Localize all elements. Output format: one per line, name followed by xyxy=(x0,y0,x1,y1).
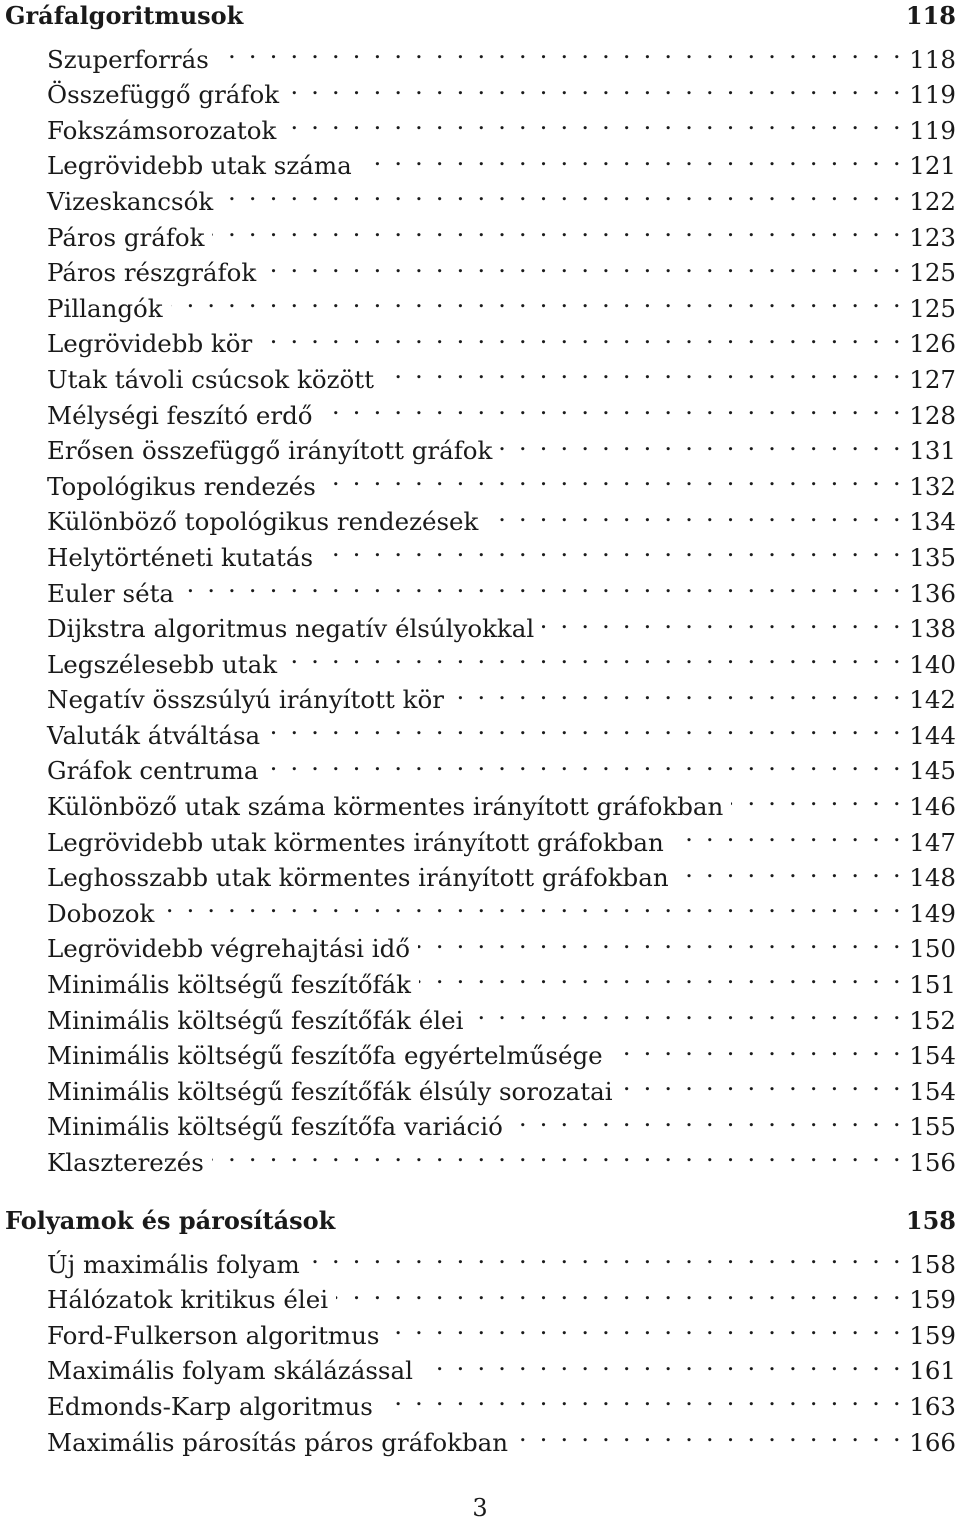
entry-title: Legrövidebb végrehajtási idő xyxy=(47,934,411,964)
entry-title: Összefüggő gráfok xyxy=(47,80,280,110)
entry-title: Fokszámsorozatok xyxy=(47,115,277,145)
entry-title: Legrövidebb utak körmentes irányított gráfokban xyxy=(47,827,664,857)
dot-leader xyxy=(382,352,903,388)
entry-title: Új maximális folyam xyxy=(47,1249,300,1279)
dot-leader xyxy=(419,957,903,993)
entry-title: Helytörténeti kutatás xyxy=(47,542,314,572)
entry-title: Páros gráfok xyxy=(47,222,205,252)
entry-page: 126 xyxy=(909,329,956,359)
entry-title: Különböző topológikus rendezések xyxy=(47,507,479,537)
entry-page: 122 xyxy=(909,186,956,216)
entry-page: 121 xyxy=(909,151,956,181)
entry-title: Mélységi feszító erdő xyxy=(47,400,313,430)
entry-title: Minimális költségű feszítőfa variáció xyxy=(47,1112,503,1142)
entry-title: Legrövidebb kör xyxy=(47,329,253,359)
entry-page: 154 xyxy=(909,1041,956,1071)
dot-leader xyxy=(221,174,903,210)
entry-page: 146 xyxy=(909,792,956,822)
entry-title: Minimális költségű feszítőfa egyértelműsége xyxy=(47,1041,603,1071)
entry-title: Szuperforrás xyxy=(47,44,209,74)
dot-leader xyxy=(421,1344,903,1380)
entry-page: 125 xyxy=(909,293,956,323)
dot-leader xyxy=(217,32,903,68)
entry-page: 134 xyxy=(909,507,956,537)
entry-page: 142 xyxy=(909,685,956,715)
entry-page: 118 xyxy=(909,44,956,74)
entry-title: Maximális párosítás páros gráfokban xyxy=(47,1427,509,1457)
dot-leader xyxy=(336,1273,903,1309)
entry-page: 149 xyxy=(909,898,956,928)
entry-page: 128 xyxy=(909,400,956,430)
entry-page: 159 xyxy=(909,1285,956,1315)
entry-title: Topológikus rendezés xyxy=(47,471,316,501)
entry-page: 131 xyxy=(909,436,956,466)
entry-title: Különböző utak száma körmentes irányított gráfokban xyxy=(47,792,724,822)
entry-title: Hálózatok kritikus élei xyxy=(47,1285,329,1315)
entry-page: 150 xyxy=(909,934,956,964)
dot-leader xyxy=(486,495,903,531)
section-heading[interactable] xyxy=(0,1205,960,1237)
entry-title: Pillangók xyxy=(47,293,163,323)
page-number: 3 xyxy=(472,1494,488,1522)
entry-title: Vizeskancsók xyxy=(47,186,214,216)
dot-leader xyxy=(516,1415,903,1451)
dot-leader xyxy=(321,530,903,566)
entry-page: 147 xyxy=(909,827,956,857)
dot-leader xyxy=(471,993,903,1029)
entry-page: 135 xyxy=(909,542,956,572)
dot-leader xyxy=(260,317,903,353)
entry-page: 119 xyxy=(909,115,956,145)
toc-entry[interactable] xyxy=(0,32,960,74)
dot-leader xyxy=(324,459,903,495)
section-page: 118 xyxy=(905,1,956,30)
section-heading[interactable] xyxy=(0,0,960,32)
dot-leader xyxy=(287,68,903,104)
entry-page: 132 xyxy=(909,471,956,501)
entry-page: 148 xyxy=(909,863,956,893)
entry-page: 125 xyxy=(909,258,956,288)
dot-leader xyxy=(418,922,903,958)
entry-title: Edmonds-Karp algoritmus xyxy=(47,1391,373,1421)
entry-page: 145 xyxy=(909,756,956,786)
toc-entry[interactable] xyxy=(0,1237,960,1279)
dot-leader xyxy=(611,1029,904,1065)
entry-title: Leghosszabb utak körmentes irányított gráfokban xyxy=(47,863,669,893)
entry-title: Maximális folyam skálázással xyxy=(47,1356,413,1386)
entry-page: 166 xyxy=(909,1427,956,1457)
entry-title: Klaszterezés xyxy=(47,1148,204,1177)
entry-title: Legrövidebb utak száma xyxy=(47,151,352,181)
entry-page: 144 xyxy=(909,720,956,750)
entry-title: Minimális költségű feszítőfák élsúly sorozatai xyxy=(47,1076,613,1106)
entry-page: 161 xyxy=(909,1356,956,1386)
dot-leader xyxy=(621,1064,904,1100)
entry-title: Gráfok centruma xyxy=(47,756,259,786)
dot-leader xyxy=(511,1100,903,1136)
entry-page: 123 xyxy=(909,222,956,252)
entry-title: Utak távoli csúcsok között xyxy=(47,364,374,394)
entry-title: Dobozok xyxy=(47,898,155,928)
section-page: 158 xyxy=(905,1206,956,1235)
entry-page: 163 xyxy=(909,1391,956,1421)
entry-page: 151 xyxy=(909,970,956,1000)
entry-page: 138 xyxy=(909,614,956,644)
dot-leader xyxy=(171,281,904,317)
entry-page: 158 xyxy=(909,1249,956,1279)
dot-leader xyxy=(500,424,903,460)
dot-leader xyxy=(212,210,903,246)
entry-page: 159 xyxy=(909,1320,956,1350)
entry-page: 155 xyxy=(909,1112,956,1142)
entry-title: Minimális költségű feszítőfák élei xyxy=(47,1005,464,1035)
dot-leader xyxy=(268,708,903,744)
entry-title: Legszélesebb utak xyxy=(47,649,278,679)
entry-page: 136 xyxy=(909,578,956,608)
entry-title: Erősen összefüggő irányított gráfok xyxy=(47,436,493,466)
entry-page: 127 xyxy=(909,364,956,394)
entry-page: 154 xyxy=(909,1076,956,1106)
dot-leader xyxy=(542,602,903,638)
dot-leader xyxy=(360,139,904,175)
entry-page: 156 xyxy=(909,1148,956,1177)
section-title: Folyamok és párosítások xyxy=(5,1206,336,1235)
dot-leader xyxy=(285,637,903,673)
entry-title: Negatív összsúlyú irányított kör xyxy=(47,685,444,715)
dot-leader xyxy=(182,566,903,602)
entry-title: Euler séta xyxy=(47,578,175,608)
entry-page: 152 xyxy=(909,1005,956,1035)
dot-leader xyxy=(264,246,903,282)
dot-leader xyxy=(284,103,903,139)
entry-title: Dijkstra algoritmus negatív élsúlyokkal xyxy=(47,614,535,644)
dot-leader xyxy=(321,388,904,424)
entry-title: Valuták átváltása xyxy=(47,720,261,750)
toc-section xyxy=(0,1205,960,1457)
dot-leader xyxy=(162,886,903,922)
dot-leader xyxy=(452,673,903,709)
entry-title: Minimális költségű feszítőfák xyxy=(47,970,412,1000)
dot-leader xyxy=(731,779,903,815)
entry-title: Ford-Fulkerson algoritmus xyxy=(47,1320,380,1350)
entry-page: 140 xyxy=(909,649,956,679)
dot-leader xyxy=(677,851,904,887)
dot-leader xyxy=(267,744,904,780)
section-title: Gráfalgoritmusok xyxy=(5,1,244,30)
dot-leader xyxy=(308,1237,904,1273)
dot-leader xyxy=(388,1308,904,1344)
entry-title: Páros részgráfok xyxy=(47,258,257,288)
dot-leader xyxy=(212,1135,903,1171)
dot-leader xyxy=(381,1379,903,1415)
dot-leader xyxy=(672,815,903,851)
entry-page: 119 xyxy=(909,80,956,110)
